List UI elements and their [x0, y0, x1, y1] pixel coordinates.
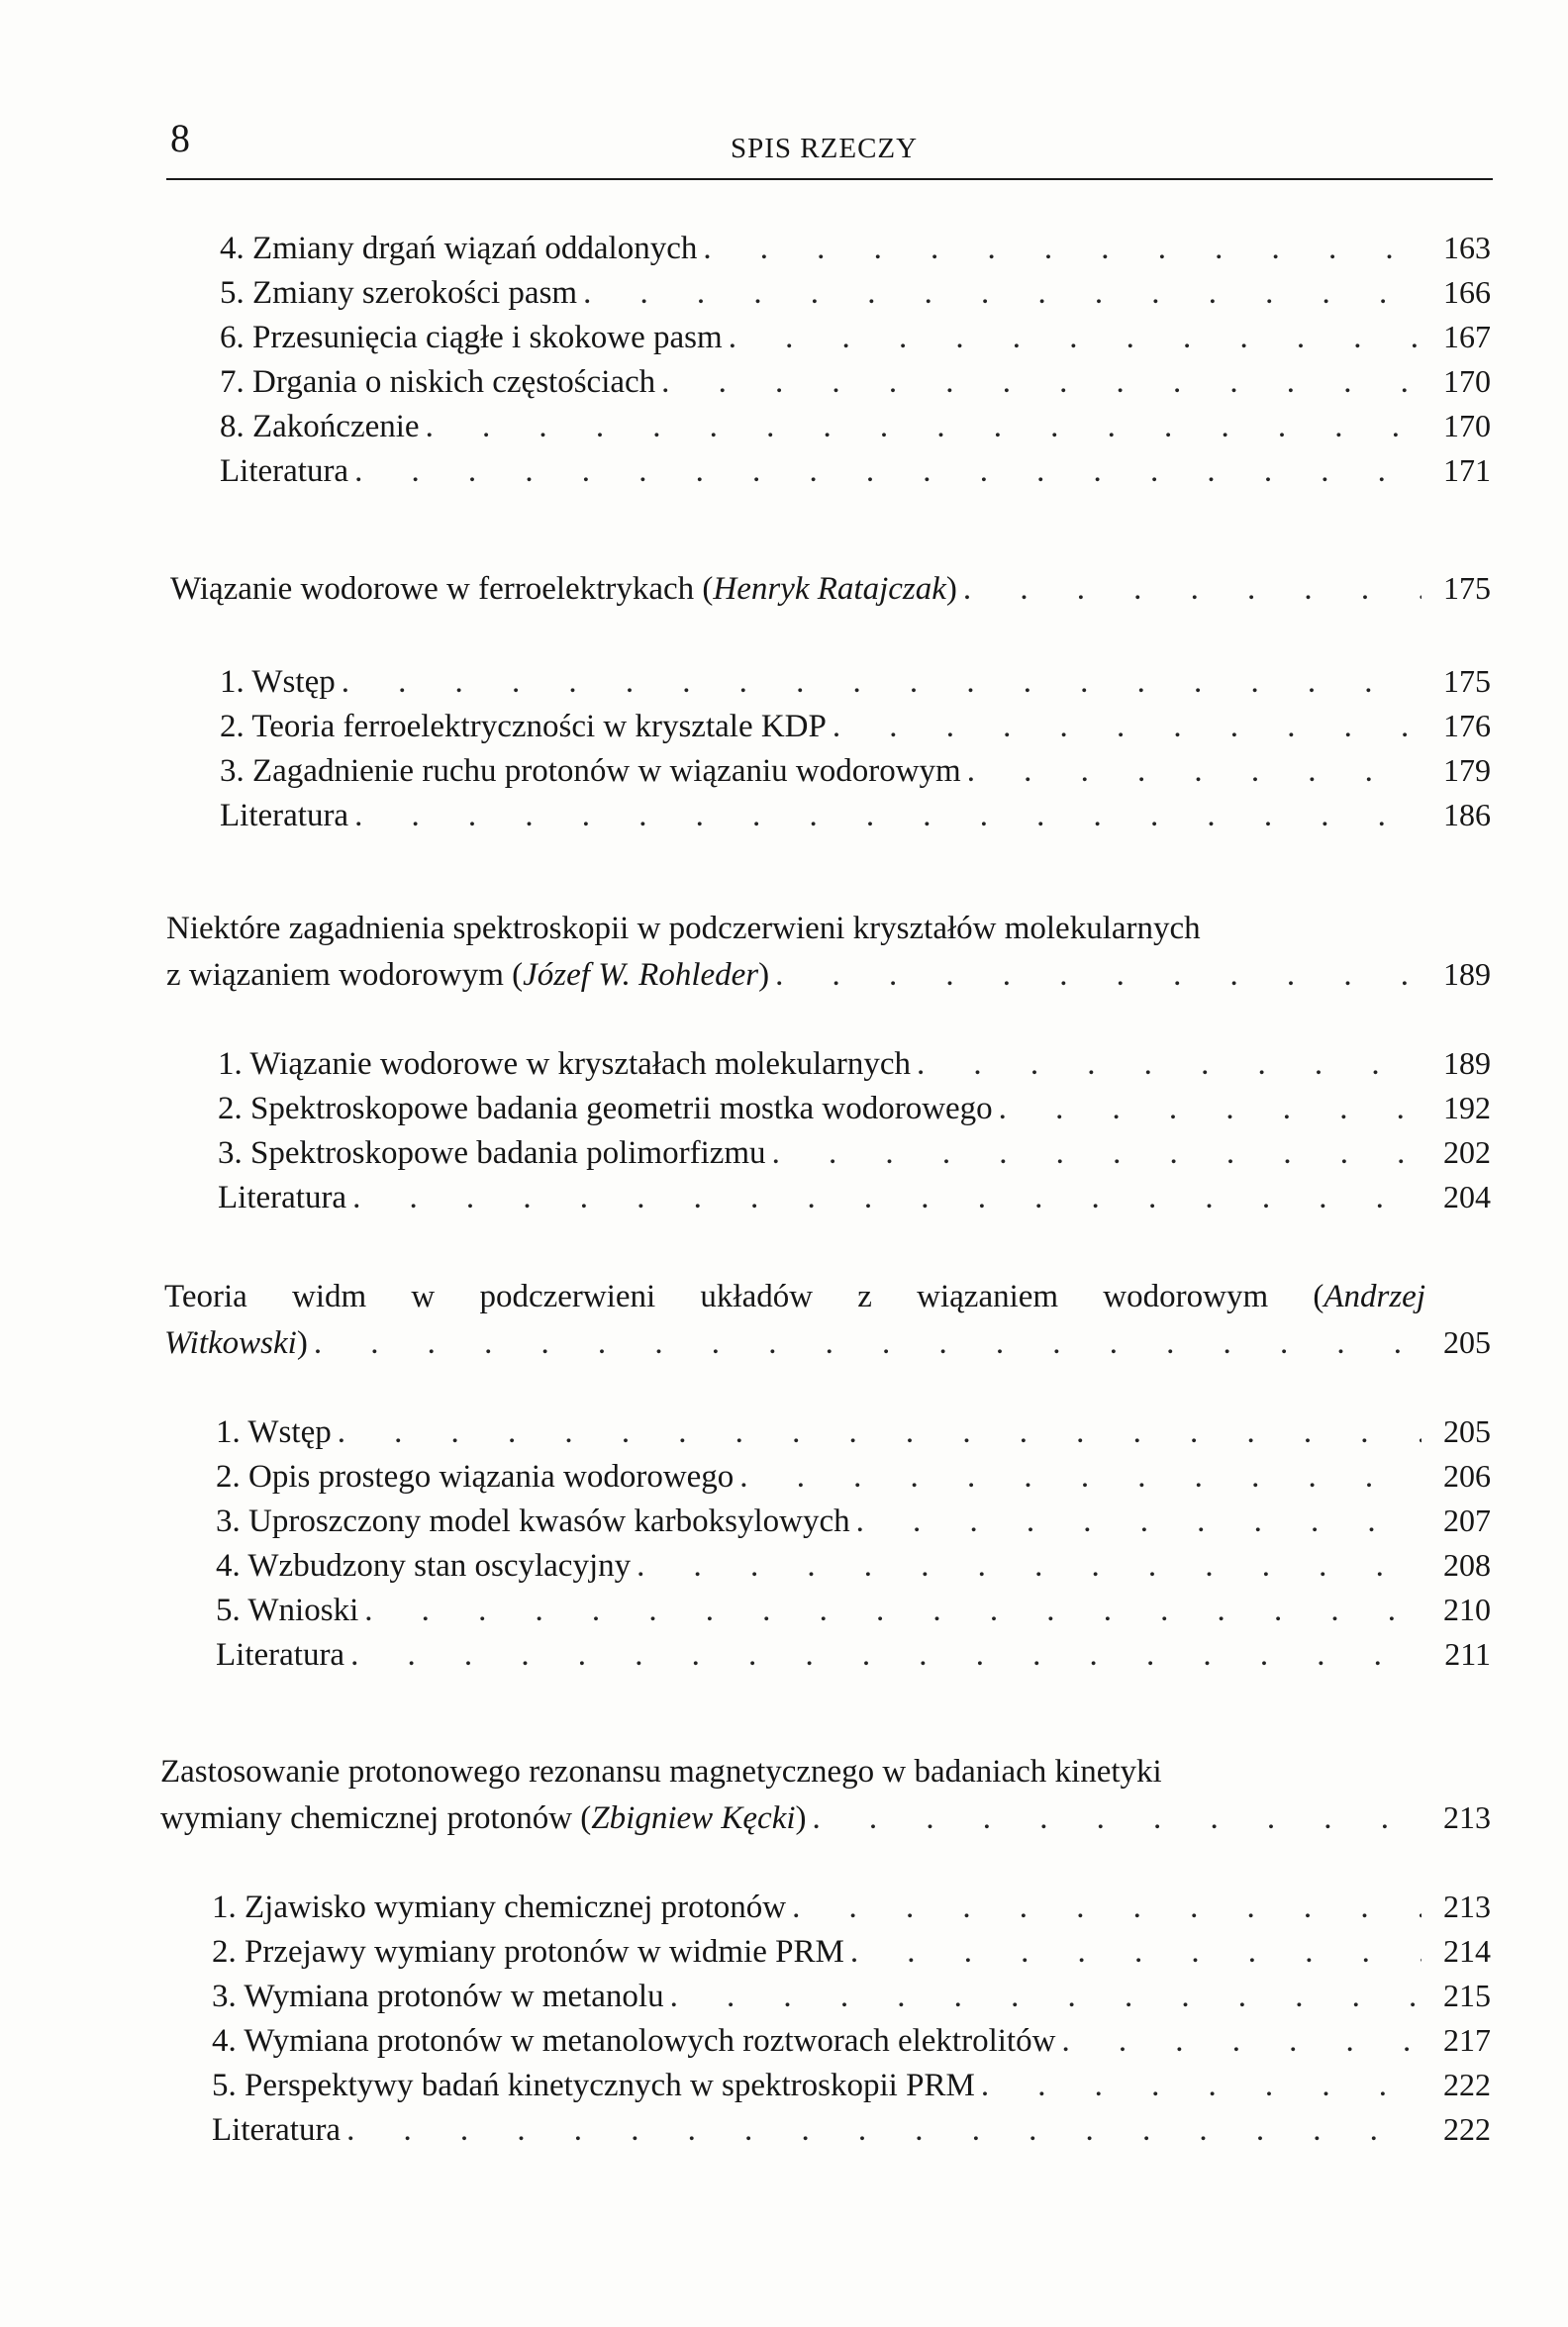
dot-leader: [342, 660, 1421, 704]
dot-leader: [703, 227, 1421, 270]
entry-page: 179: [1443, 752, 1491, 788]
article-title-line: Niektóre zagadnienia spektroskopii w podczerwieni kryształów molekularnych: [166, 911, 1201, 946]
dot-leader: [792, 1886, 1421, 1929]
entry-number: 5.: [212, 2068, 237, 2103]
entry-number: 5.: [220, 275, 245, 311]
dot-leader: [338, 1410, 1421, 1454]
page-number: 8: [170, 116, 190, 160]
toc-entry: [220, 315, 1491, 359]
toc-entry: [218, 1041, 1491, 1086]
entry-number: 4.: [212, 2023, 237, 2059]
entry-page: 211: [1444, 1636, 1491, 1672]
entry-page: 204: [1443, 1179, 1491, 1214]
dot-leader: [967, 749, 1421, 793]
entry-page: 171: [1443, 452, 1491, 488]
dot-leader: [833, 705, 1421, 748]
toc-entry: [216, 1543, 1491, 1588]
article-author: Józef W. Rohleder: [523, 957, 759, 993]
entry-page: 163: [1443, 230, 1491, 265]
entry-page: 189: [1443, 1045, 1491, 1081]
entry-page: 202: [1443, 1134, 1491, 1170]
entry-number: 2.: [220, 709, 245, 744]
entry-title: Wymiana protonów w metanolowych roztworach elektrolitów: [244, 2023, 1056, 2059]
article-page: 189: [1443, 956, 1491, 992]
toc-entry: [212, 1885, 1491, 1929]
entry-title: Literatura: [216, 1637, 345, 1673]
dot-leader: [1061, 2019, 1421, 2063]
entry-page: 170: [1443, 408, 1491, 443]
entry-number: 4.: [220, 231, 245, 266]
entry-title: Zmiany drgań wiązań oddalonych: [252, 231, 698, 266]
toc-entry-literatura: [212, 2107, 1491, 2152]
entry-page: 206: [1443, 1458, 1491, 1494]
toc-entry: [218, 1130, 1491, 1175]
article-author: Zbigniew Kęcki: [591, 1800, 796, 1836]
entry-title: Literatura: [218, 1180, 347, 1215]
entry-title: Literatura: [220, 453, 349, 489]
dot-leader: [850, 1930, 1421, 1974]
dot-leader: [670, 1975, 1421, 2018]
entry-page: 214: [1443, 1933, 1491, 1969]
entry-title: Literatura: [220, 798, 349, 833]
toc-entry: [218, 1086, 1491, 1130]
entry-number: 4.: [216, 1548, 241, 1584]
entry-number: 6.: [220, 320, 245, 355]
entry-page: 186: [1443, 797, 1491, 832]
entry-page: 170: [1443, 363, 1491, 399]
article-page: 175: [1443, 570, 1491, 606]
entry-number: 2.: [218, 1091, 243, 1126]
dot-leader: [739, 1455, 1421, 1499]
dot-leader: [775, 953, 1421, 997]
toc-entry-literatura: [220, 793, 1491, 837]
entry-title: Wstęp: [251, 664, 336, 700]
article-page: 205: [1443, 1324, 1491, 1360]
dot-leader: [856, 1500, 1421, 1543]
toc-entry: [212, 2018, 1491, 2063]
toc-entry: [220, 659, 1491, 704]
dot-leader: [354, 794, 1421, 837]
entry-title: Perspektywy badań kinetycznych w spektroskopii PRM: [245, 2068, 975, 2103]
entry-page: 176: [1443, 708, 1491, 743]
entry-title: Zakończenie: [252, 409, 420, 444]
entry-number: 8.: [220, 409, 245, 444]
entry-title: Uproszczony model kwasów karboksylowych: [248, 1503, 850, 1539]
toc-entry: [216, 1409, 1491, 1454]
entry-number: 7.: [220, 364, 245, 400]
dot-leader: [981, 2064, 1421, 2107]
entry-number: 1.: [218, 1046, 243, 1082]
entry-page: 192: [1443, 1090, 1491, 1125]
article-title: z wiązaniem wodorowym (Józef W. Rohleder) . . . 189: [166, 952, 1491, 997]
toc-entry: [220, 226, 1491, 270]
entry-page: 207: [1443, 1503, 1491, 1538]
entry-page: 213: [1443, 1889, 1491, 1924]
entry-title: Teoria ferroelektryczności w krysztale KDP: [251, 709, 827, 744]
entry-title: Spektroskopowe badania polimorfizmu: [250, 1135, 766, 1171]
toc-entry-literatura: [218, 1175, 1491, 1219]
dot-leader: [350, 1633, 1421, 1677]
entry-number: 2.: [212, 1934, 237, 1970]
article-title: Witkowski) . . . 205: [164, 1320, 1491, 1365]
toc-entry: [220, 748, 1491, 793]
page-header: [166, 111, 1493, 180]
article-title-line: Zastosowanie protonowego rezonansu magnetycznego w badaniach kinetyki: [160, 1754, 1162, 1790]
dot-leader: [999, 1087, 1421, 1130]
entry-page: 175: [1443, 663, 1491, 699]
dot-leader: [314, 1321, 1421, 1365]
toc-entry: [212, 1974, 1491, 2018]
toc-entry: [216, 1499, 1491, 1543]
dot-leader: [917, 1042, 1421, 1086]
entry-title: Wnioski: [247, 1593, 359, 1628]
entry-number: 1.: [220, 664, 245, 700]
article-page: 213: [1443, 1799, 1491, 1835]
entry-page: 208: [1443, 1547, 1491, 1583]
entry-title: Wzbudzony stan oscylacyjny: [247, 1548, 632, 1584]
dot-leader: [729, 316, 1421, 359]
toc-entry-literatura: [220, 448, 1491, 493]
entry-title: Wymiana protonów w metanolu: [244, 1979, 664, 2014]
entry-number: 1.: [216, 1414, 241, 1450]
toc-entry-literatura: [216, 1632, 1491, 1677]
article-title-line: Teoria widm w podczerwieni układów z wiązaniem wodorowym (Andrzej: [164, 1279, 1425, 1314]
entry-title: Przejawy wymiany protonów w widmie PRM: [245, 1934, 844, 1970]
dot-leader: [426, 405, 1421, 448]
article-title: Wiązanie wodorowe w ferroelektrykach (Henryk Ratajczak) . . . 175: [170, 566, 1491, 611]
toc-entry: [216, 1454, 1491, 1499]
entry-number: 2.: [216, 1459, 241, 1495]
dot-leader: [364, 1589, 1421, 1632]
toc-entry: [212, 1929, 1491, 1974]
article-author: Henryk Ratajczak: [713, 571, 946, 607]
entry-title: Przesunięcia ciągłe i skokowe pasm: [252, 320, 723, 355]
entry-title: Opis prostego wiązania wodorowego: [248, 1459, 735, 1495]
toc-entry: [212, 2063, 1491, 2107]
entry-title: Literatura: [212, 2112, 342, 2148]
dot-leader: [661, 360, 1421, 404]
dot-leader: [813, 1796, 1421, 1840]
entry-title: Zmiany szerokości pasm: [252, 275, 578, 311]
dot-leader: [963, 567, 1421, 611]
entry-number: 3.: [216, 1503, 241, 1539]
entry-page: 205: [1443, 1413, 1491, 1449]
entry-title: Drgania o niskich częstościach: [252, 364, 656, 400]
entry-page: 210: [1443, 1592, 1491, 1627]
article-author: Andrzej: [1323, 1279, 1425, 1314]
article-author: Witkowski: [164, 1325, 297, 1361]
entry-number: 1.: [212, 1890, 237, 1925]
entry-number: 5.: [216, 1593, 241, 1628]
dot-leader: [772, 1131, 1421, 1175]
entry-number: 3.: [220, 753, 245, 789]
entry-page: 222: [1443, 2111, 1491, 2147]
entry-title: Wiązanie wodorowe w kryształach molekularnych: [249, 1046, 911, 1082]
entry-title: Zjawisko wymiany chemicznej protonów: [245, 1890, 787, 1925]
entry-title: Wstęp: [247, 1414, 332, 1450]
dot-leader: [352, 1176, 1421, 1219]
entry-page: 215: [1443, 1978, 1491, 2013]
entry-title: Spektroskopowe badania geometrii mostka wodorowego: [250, 1091, 993, 1126]
dot-leader: [583, 271, 1421, 315]
running-title: SPIS RZECZY: [731, 133, 919, 164]
dot-leader: [346, 2108, 1421, 2152]
toc-entry: [220, 404, 1491, 448]
toc-entry: [216, 1588, 1491, 1632]
entry-page: 217: [1443, 2022, 1491, 2058]
entry-number: 3.: [218, 1135, 243, 1171]
entry-title: Zagadnienie ruchu protonów w wiązaniu wodorowym: [252, 753, 961, 789]
entry-page: 222: [1443, 2067, 1491, 2102]
toc-entry: [220, 359, 1491, 404]
dot-leader: [354, 449, 1421, 493]
dot-leader: [637, 1544, 1421, 1588]
entry-number: 3.: [212, 1979, 237, 2014]
header-rule: [166, 178, 1493, 180]
toc-entry: [220, 270, 1491, 315]
article-title: wymiany chemicznej protonów (Zbigniew Kęcki) . . . 213: [160, 1795, 1491, 1840]
entry-page: 166: [1443, 274, 1491, 310]
toc-entry: [220, 704, 1491, 748]
entry-page: 167: [1443, 319, 1491, 354]
